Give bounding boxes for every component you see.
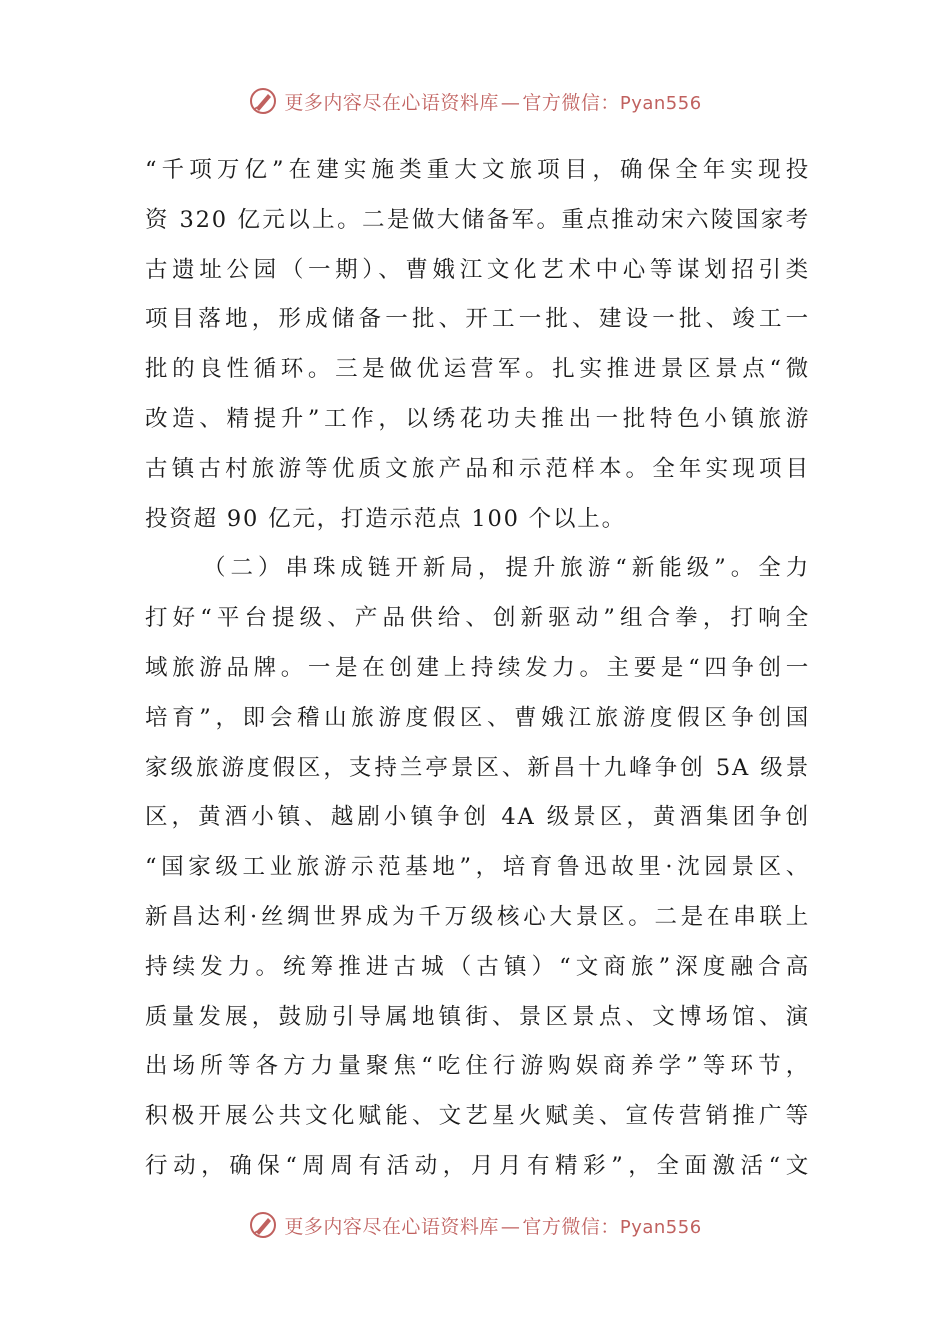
watermark-wechat-id: Pyan556 bbox=[619, 92, 702, 114]
body-line: 家级旅游度假区，支持兰亭景区、新昌十九峰争创 5A 级景 bbox=[145, 754, 810, 781]
body-line: 改造、精提升”工作，以绣花功夫推出一批特色小镇旅游 bbox=[145, 405, 810, 432]
body-line: 打好“平台提级、产品供给、创新驱动”组合拳，打响全 bbox=[145, 605, 810, 632]
footer-watermark bbox=[0, 1210, 950, 1240]
body-line: 行动，确保“周周有活动，月月有精彩”，全面激活“文 bbox=[145, 1152, 810, 1179]
watermark-prefix: 更多内容尽在心语资料库 bbox=[284, 1215, 499, 1238]
body-line: 域旅游品牌。一是在创建上持续发力。主要是“四争创一 bbox=[145, 654, 810, 681]
body-line: 质量发展，鼓励引导属地镇街、景区景点、文博场馆、演 bbox=[145, 1003, 810, 1030]
header-watermark bbox=[0, 86, 950, 116]
body-line: 资 320 亿元以上。二是做大储备军。重点推动宋六陵国家考 bbox=[145, 206, 810, 233]
watermark-wechat-id: Pyan556 bbox=[619, 1216, 702, 1238]
body-line: 新昌达利·丝绸世界成为千万级核心大景区。二是在串联上 bbox=[145, 903, 810, 930]
body-line: 积极开展公共文化赋能、文艺星火赋美、宣传营销推广等 bbox=[145, 1103, 810, 1130]
watermark-middle: 官方微信： bbox=[522, 1215, 620, 1238]
body-line: 持续发力。统筹推进古城（古镇）“文商旅”深度融合高 bbox=[145, 953, 810, 980]
section-heading-line: （二）串珠成链开新局，提升旅游“新能级”。全力 bbox=[203, 555, 810, 582]
body-line: 批的良性循环。三是做优运营军。扎实推进景区景点“微 bbox=[145, 356, 810, 383]
body-line: 投资超 90 亿元，打造示范点 100 个以上。 bbox=[145, 505, 626, 532]
body-line: 出场所等各方力量聚焦“吃住行游购娱商养学”等环节， bbox=[145, 1053, 810, 1080]
pen-seal-icon bbox=[248, 1210, 278, 1240]
watermark-text bbox=[284, 88, 701, 115]
pen-seal-icon bbox=[248, 86, 278, 116]
document-body bbox=[145, 150, 810, 1196]
watermark-text bbox=[284, 1212, 701, 1239]
watermark-separator: — bbox=[500, 1215, 521, 1238]
body-line: “国家级工业旅游示范基地”，培育鲁迅故里·沈园景区、 bbox=[145, 854, 810, 881]
body-line: “千项万亿”在建实施类重大文旅项目，确保全年实现投 bbox=[145, 157, 810, 183]
watermark-prefix: 更多内容尽在心语资料库 bbox=[284, 91, 499, 114]
watermark-separator: — bbox=[500, 91, 521, 114]
body-line: 项目落地，形成储备一批、开工一批、建设一批、竣工一 bbox=[145, 306, 810, 333]
body-line: 区，黄酒小镇、越剧小镇争创 4A 级景区，黄酒集团争创 bbox=[145, 804, 810, 831]
body-line: 培育”，即会稽山旅游度假区、曹娥江旅游度假区争创国 bbox=[145, 704, 810, 731]
watermark-middle: 官方微信： bbox=[522, 91, 620, 114]
body-line: 古镇古村旅游等优质文旅产品和示范样本。全年实现项目 bbox=[145, 455, 810, 482]
body-line: 古遗址公园（一期）、曹娥江文化艺术中心等谋划招引类 bbox=[145, 256, 810, 283]
